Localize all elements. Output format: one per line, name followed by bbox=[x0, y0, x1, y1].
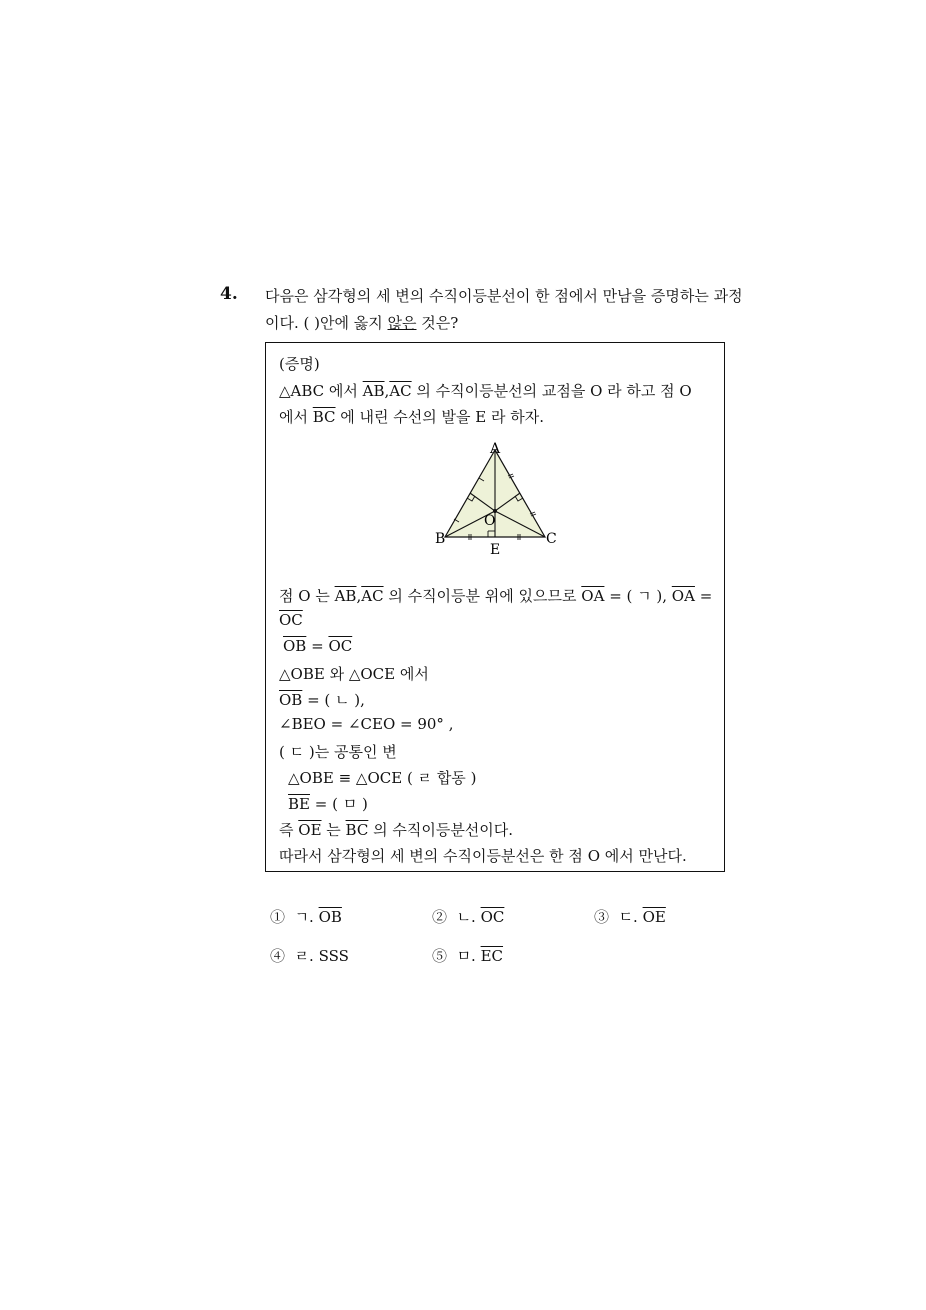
choice-5[interactable] bbox=[432, 945, 503, 966]
label-a: A bbox=[490, 441, 501, 457]
segment-ac: $\overline{AC}$ bbox=[389, 382, 412, 400]
question-text-line2 bbox=[265, 312, 458, 333]
choice-label: ㅁ. bbox=[456, 947, 481, 965]
text: 의 수직이등분선의 교점을 O 라 하고 점 O bbox=[411, 382, 692, 400]
proof-line-4 bbox=[279, 611, 303, 629]
proof-line-7 bbox=[279, 689, 365, 710]
choice-number: ⑤ bbox=[432, 947, 448, 965]
text: = ( ㅁ ) bbox=[309, 795, 368, 813]
segment-oe: $\overline{OE}$ bbox=[298, 821, 322, 839]
choice-value: $\overline{EC}$ bbox=[480, 947, 504, 965]
choice-1[interactable] bbox=[270, 906, 342, 927]
question-text-line1: 다음은 삼각형의 세 변의 수직이등분선이 한 점에서 만남을 증명하는 과정 bbox=[265, 287, 743, 305]
text: = ( ㄱ ), bbox=[604, 587, 672, 605]
choice-label: ㄹ. bbox=[294, 947, 319, 965]
label-e: E bbox=[490, 542, 501, 558]
proof-line-9: ( ㄷ )는 공통인 변 bbox=[279, 743, 397, 761]
segment-ob: $\overline{OB}$ bbox=[283, 637, 307, 655]
choice-number: ① bbox=[270, 908, 286, 926]
choice-number: ② bbox=[432, 908, 448, 926]
proof-line-3 bbox=[279, 585, 712, 606]
proof-line-2 bbox=[279, 406, 544, 427]
choice-label: ㄴ. bbox=[456, 908, 481, 926]
proof-line-6: △OBE 와 △OCE 에서 bbox=[279, 665, 429, 683]
proof-box bbox=[265, 342, 725, 872]
text: 의 수직이등분선이다. bbox=[368, 821, 514, 839]
text: = bbox=[694, 587, 713, 605]
text: 는 bbox=[321, 821, 346, 839]
choice-value: $\overline{OE}$ bbox=[642, 908, 666, 926]
proof-line-13: 따라서 삼각형의 세 변의 수직이등분선은 한 점 O 에서 만난다. bbox=[279, 847, 687, 865]
text: △ABC 에서 bbox=[279, 382, 363, 400]
text: = ( ㄴ ), bbox=[302, 691, 365, 709]
text: 에 내린 수선의 발을 E 라 하자. bbox=[335, 408, 545, 426]
triangle-figure bbox=[426, 440, 566, 560]
segment-ab: $\overline{AB}$ bbox=[334, 587, 357, 605]
segment-ac: $\overline{AC}$ bbox=[361, 587, 384, 605]
choice-value: SSS bbox=[318, 947, 349, 965]
segment-oa: $\overline{OA}$ bbox=[581, 587, 605, 605]
question-line2-post: 것은? bbox=[416, 314, 459, 332]
choice-4[interactable] bbox=[270, 945, 349, 966]
proof-line-5 bbox=[283, 637, 352, 655]
choice-2[interactable] bbox=[432, 906, 504, 927]
text: 즉 bbox=[279, 821, 299, 839]
choice-value: $\overline{OB}$ bbox=[318, 908, 342, 926]
segment-ab: $\overline{AB}$ bbox=[362, 382, 385, 400]
choice-label: ㄱ. bbox=[294, 908, 319, 926]
question-emphasis: 않은 bbox=[387, 314, 417, 332]
question-line2-pre: 이다. ( )안에 옳지 bbox=[265, 314, 388, 332]
text: = bbox=[306, 637, 329, 655]
comma: , bbox=[356, 587, 362, 605]
comma: , bbox=[384, 382, 390, 400]
segment-oc: $\overline{OC}$ bbox=[279, 611, 303, 629]
segment-oa: $\overline{OA}$ bbox=[671, 587, 695, 605]
text: 에서 bbox=[279, 408, 313, 426]
proof-line-1 bbox=[279, 380, 692, 401]
label-b: B bbox=[435, 531, 446, 547]
choice-number: ④ bbox=[270, 947, 286, 965]
segment-bc: $\overline{BC}$ bbox=[312, 408, 336, 426]
question-number: 4. bbox=[220, 284, 238, 304]
text: 의 수직이등분 위에 있으므로 bbox=[383, 587, 582, 605]
segment-ob: $\overline{OB}$ bbox=[279, 691, 303, 709]
choice-label: ㄷ. bbox=[618, 908, 643, 926]
proof-line-11 bbox=[288, 793, 368, 814]
proof-line-12 bbox=[279, 819, 513, 840]
choice-value: $\overline{OC}$ bbox=[480, 908, 505, 926]
segment-oc: $\overline{OC}$ bbox=[328, 637, 353, 655]
choice-3[interactable] bbox=[594, 906, 666, 927]
choice-number: ③ bbox=[594, 908, 610, 926]
segment-be: $\overline{BE}$ bbox=[288, 795, 310, 813]
segment-bc: $\overline{BC}$ bbox=[345, 821, 369, 839]
proof-line-8: ∠BEO = ∠CEO = 90° , bbox=[279, 715, 454, 733]
proof-header: (증명) bbox=[279, 355, 320, 373]
label-o: O bbox=[484, 513, 496, 529]
label-c: C bbox=[546, 531, 557, 547]
proof-line-10: △OBE ≡ △OCE ( ㄹ 합동 ) bbox=[288, 769, 477, 787]
text: 점 O 는 bbox=[279, 587, 335, 605]
